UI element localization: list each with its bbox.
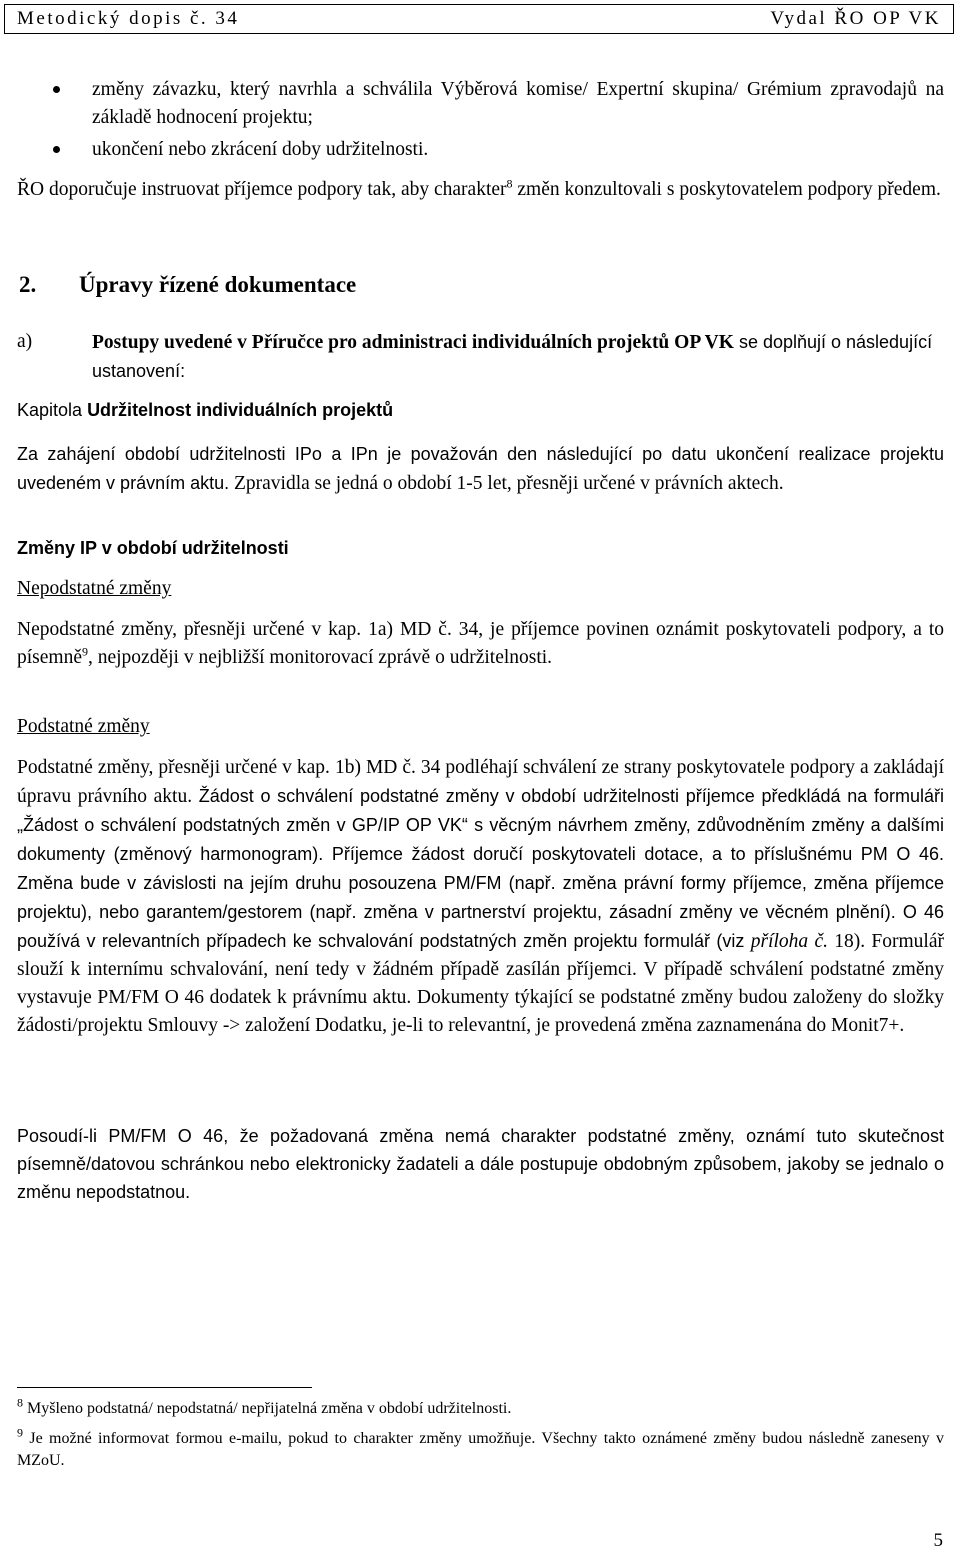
bullet-text: ukončení nebo zkrácení doby udržitelnosti. <box>92 139 429 160</box>
assessment-paragraph: Posoudí-li PM/FM O 46, že požadovaná změna nemá charakter podstatné změny, oznámí tuto skutečnost písemně/datovou schránkou nebo elektronicky žadateli a dále postupuje obdobným způsobem, jakoby se jednalo o změnu nepodstatnou. <box>17 1126 944 1202</box>
major-changes-paragraph: Podstatné změny, přesněji určené v kap. 1b) MD č. 34 podléhají schválení ze strany poskytovatele podpory a zakládají úpravu právního aktu. Žádost o schválení podstatné změny v období udržitelnosti příjemce předkládá na formuláři „Žádost o schválení podstatných změn v GP/IP OP VK“ s věcným návrhem změny, zdůvodněním změny a dalšími dokumenty (změnový harmonogram). Příjemce žádost doručí poskytovateli dotace, a to příslušnému PM O 46. Změna bude v závislosti na jejím druhu posouzena PM/FM (např. změna právní formy příjemce, změna příjemce projektu), nebo garantem/gestorem (např. změna v partnerství projektu, zásadní změny ve věcném plnění). O 46 používá v relevantních případech ke schvalování podstatných změn projektu formulář (viz příloha č. 18). Formulář slouží k internímu schvalování, není tedy v žádném případě zasílán příjemci. V případě schválení podstatné změny vystavuje PM/FM O 46 dodatek k právnímu aktu. Dokumenty týkající se podstatné změny budou založeny do složky žádosti/projektu Smlouvy -> založení Dodatku, je-li to relevantní, je provedená změna zaznamenána do Monit7+. <box>17 757 944 1036</box>
minor-changes-paragraph: Nepodstatné změny, přesněji určené v kap. 1a) MD č. 34, je příjemce povinen oznámit poskytovateli podpory, a to písemně$^9$, nejpozději v nejbližší monitorovací zprávě o udržitelnosti. <box>17 619 944 668</box>
page-number: 5 <box>933 1530 943 1551</box>
footnote-8: $^8$ Myšleno podstatná/ nepodstatná/ nepřijatelná změna v období udržitelnosti. <box>17 1395 512 1417</box>
bullet-text: změny závazku, který navrhla a schválila Výběrová komise/ Expertní skupina/ Grémium zpravodajů na základě hodnocení projektu; <box>92 79 944 128</box>
changes-heading: Změny IP v období udržitelnosti <box>17 538 289 558</box>
footnote-9: $^9$ Je možné informovat formou e-mailu, pokud to charakter změny umožňuje. Všechny takto oznámené změny budou následně zaneseny v MZoU. <box>17 1425 944 1469</box>
chapter-line: Kapitola Udržitelnost individuálních projektů <box>17 400 394 420</box>
item-text: Postupy uvedené v Příručce pro administraci individuálních projektů OP VK se doplňují o následující ustanovení: <box>92 332 933 381</box>
page-header <box>4 4 954 34</box>
header-left: Metodický dopis č. 34 <box>17 8 240 29</box>
section-heading <box>17 272 356 298</box>
header-right: Vydal ŘO OP VK <box>770 8 941 29</box>
bullet-icon <box>53 146 60 153</box>
major-changes-heading: Podstatné změny <box>17 716 150 737</box>
section-title: Úpravy řízené dokumentace <box>79 272 357 297</box>
footnote-separator <box>17 1387 312 1388</box>
recommendation-paragraph: ŘO doporučuje instruovat příjemce podpory tak, aby charakter$^8$ změn konzultovali s poskytovatelem podpory předem. <box>17 176 941 200</box>
item-label: a) <box>17 331 33 352</box>
footnote-ref[interactable]: 9 <box>81 644 88 659</box>
period-paragraph: Za zahájení období udržitelnosti IPo a IPn je považován den následující po datu ukončení realizace projektu uvedeném v právním aktu. Zpravidla se jedná o období 1-5 let, přesněji určené v právních aktech. <box>17 444 944 494</box>
footnote-ref[interactable]: 8 <box>506 176 513 191</box>
item-a <box>17 328 944 386</box>
bullet-item <box>17 76 944 132</box>
bullet-icon <box>53 86 60 93</box>
section-number: 2. <box>19 272 37 297</box>
minor-changes-heading: Nepodstatné změny <box>17 578 172 599</box>
bullet-item <box>17 136 944 164</box>
